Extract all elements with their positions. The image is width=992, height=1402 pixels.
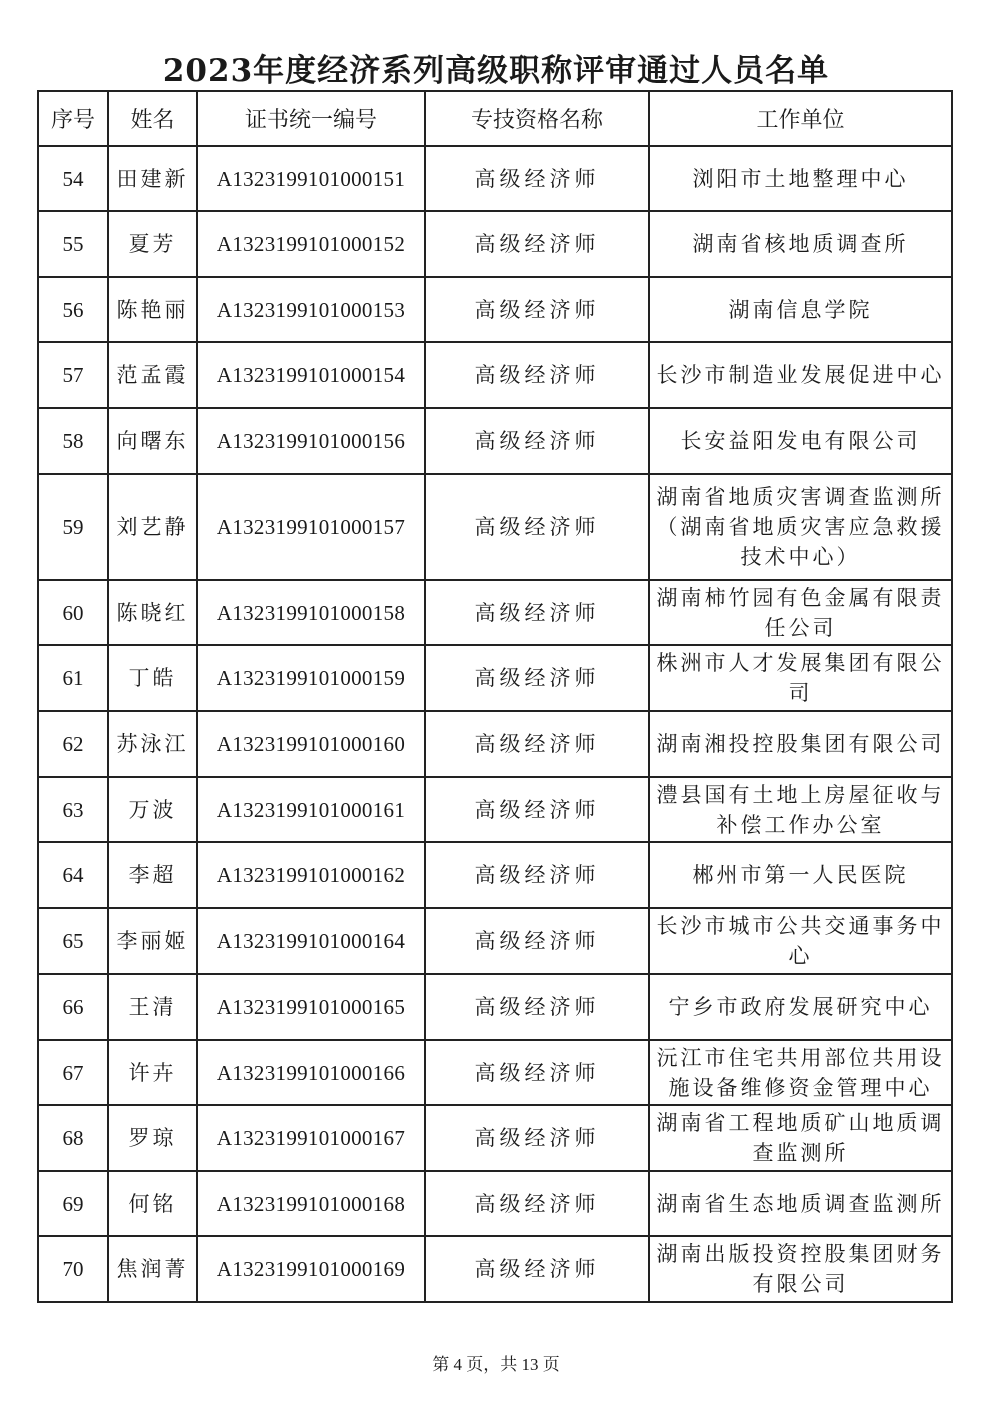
serial-cell: 67 xyxy=(38,1040,108,1105)
work-unit-cell: 湖南省地质灾害调查监测所（湖南省地质灾害应急救援技术中心） xyxy=(649,474,952,580)
certificate-cell: A1323199101000151 xyxy=(197,146,425,211)
table-row xyxy=(38,777,952,842)
table-row xyxy=(38,342,952,408)
work-unit-cell: 湖南出版投资控股集团财务有限公司 xyxy=(649,1236,952,1302)
work-unit-cell: 湖南信息学院 xyxy=(649,277,952,342)
qualification-cell: 高级经济师 xyxy=(425,580,649,645)
qualification-cell: 高级经济师 xyxy=(425,711,649,777)
qualification-cell: 高级经济师 xyxy=(425,777,649,842)
work-unit-cell: 长沙市制造业发展促进中心 xyxy=(649,342,952,408)
table-row xyxy=(38,211,952,277)
serial-cell: 56 xyxy=(38,277,108,342)
name-cell: 丁皓 xyxy=(108,645,197,711)
name-cell: 向曙东 xyxy=(108,408,197,474)
header-work-unit: 工作单位 xyxy=(649,91,952,146)
table-body xyxy=(38,146,952,1302)
certificate-cell: A1323199101000152 xyxy=(197,211,425,277)
table-row xyxy=(38,1171,952,1236)
table-row xyxy=(38,908,952,974)
qualification-cell: 高级经济师 xyxy=(425,342,649,408)
document-title: 2023年度经济系列高级职称评审通过人员名单 xyxy=(162,53,830,89)
qualification-cell: 高级经济师 xyxy=(425,146,649,211)
name-cell: 夏芳 xyxy=(108,211,197,277)
table-row xyxy=(38,408,952,474)
qualification-cell: 高级经济师 xyxy=(425,1236,649,1302)
certificate-cell: A1323199101000160 xyxy=(197,711,425,777)
certificate-cell: A1323199101000154 xyxy=(197,342,425,408)
qualification-cell: 高级经济师 xyxy=(425,908,649,974)
serial-cell: 69 xyxy=(38,1171,108,1236)
serial-cell: 59 xyxy=(38,474,108,580)
certificate-cell: A1323199101000161 xyxy=(197,777,425,842)
header-name: 姓名 xyxy=(108,91,197,146)
work-unit-cell: 湖南柿竹园有色金属有限责任公司 xyxy=(649,580,952,645)
name-cell: 万波 xyxy=(108,777,197,842)
table-row xyxy=(38,580,952,645)
serial-cell: 60 xyxy=(38,580,108,645)
header-qualification: 专技资格名称 xyxy=(425,91,649,146)
name-cell: 李丽姬 xyxy=(108,908,197,974)
certificate-cell: A1323199101000157 xyxy=(197,474,425,580)
serial-cell: 63 xyxy=(38,777,108,842)
table-row xyxy=(38,711,952,777)
name-cell: 许卉 xyxy=(108,1040,197,1105)
qualification-cell: 高级经济师 xyxy=(425,645,649,711)
header-serial-number: 序号 xyxy=(38,91,108,146)
serial-cell: 70 xyxy=(38,1236,108,1302)
certificate-cell: A1323199101000167 xyxy=(197,1105,425,1171)
qualification-cell: 高级经济师 xyxy=(425,842,649,908)
serial-cell: 65 xyxy=(38,908,108,974)
name-cell: 李超 xyxy=(108,842,197,908)
table-row xyxy=(38,974,952,1040)
table-row xyxy=(38,146,952,211)
work-unit-cell: 澧县国有土地上房屋征收与补偿工作办公室 xyxy=(649,777,952,842)
work-unit-cell: 浏阳市土地整理中心 xyxy=(649,146,952,211)
certificate-cell: A1323199101000156 xyxy=(197,408,425,474)
qualification-cell: 高级经济师 xyxy=(425,277,649,342)
certificate-cell: A1323199101000164 xyxy=(197,908,425,974)
work-unit-cell: 沅江市住宅共用部位共用设施设备维修资金管理中心 xyxy=(649,1040,952,1105)
certificate-cell: A1323199101000169 xyxy=(197,1236,425,1302)
certificate-cell: A1323199101000166 xyxy=(197,1040,425,1105)
table-row xyxy=(38,1236,952,1302)
table-row xyxy=(38,645,952,711)
name-cell: 罗琼 xyxy=(108,1105,197,1171)
table-header-row xyxy=(38,91,952,146)
qualification-cell: 高级经济师 xyxy=(425,974,649,1040)
table-row xyxy=(38,277,952,342)
table-row xyxy=(38,842,952,908)
qualification-cell: 高级经济师 xyxy=(425,211,649,277)
name-cell: 陈艳丽 xyxy=(108,277,197,342)
name-cell: 何铭 xyxy=(108,1171,197,1236)
certificate-cell: A1323199101000159 xyxy=(197,645,425,711)
serial-cell: 61 xyxy=(38,645,108,711)
qualification-cell: 高级经济师 xyxy=(425,1105,649,1171)
serial-cell: 58 xyxy=(38,408,108,474)
work-unit-cell: 湖南省生态地质调查监测所 xyxy=(649,1171,952,1236)
certificate-cell: A1323199101000162 xyxy=(197,842,425,908)
work-unit-cell: 株洲市人才发展集团有限公司 xyxy=(649,645,952,711)
serial-cell: 68 xyxy=(38,1105,108,1171)
serial-cell: 66 xyxy=(38,974,108,1040)
work-unit-cell: 长安益阳发电有限公司 xyxy=(649,408,952,474)
table-row xyxy=(38,1105,952,1171)
name-cell: 焦润菁 xyxy=(108,1236,197,1302)
serial-cell: 54 xyxy=(38,146,108,211)
certificate-cell: A1323199101000168 xyxy=(197,1171,425,1236)
header-certificate-number: 证书统一编号 xyxy=(197,91,425,146)
name-cell: 范孟霞 xyxy=(108,342,197,408)
name-cell: 田建新 xyxy=(108,146,197,211)
serial-cell: 55 xyxy=(38,211,108,277)
certificate-cell: A1323199101000153 xyxy=(197,277,425,342)
table-row xyxy=(38,474,952,580)
name-cell: 王清 xyxy=(108,974,197,1040)
name-cell: 刘艺静 xyxy=(108,474,197,580)
work-unit-cell: 宁乡市政府发展研究中心 xyxy=(649,974,952,1040)
serial-cell: 62 xyxy=(38,711,108,777)
work-unit-cell: 长沙市城市公共交通事务中心 xyxy=(649,908,952,974)
name-cell: 苏泳江 xyxy=(108,711,197,777)
serial-cell: 64 xyxy=(38,842,108,908)
qualification-cell: 高级经济师 xyxy=(425,1040,649,1105)
qualification-cell: 高级经济师 xyxy=(425,1171,649,1236)
serial-cell: 57 xyxy=(38,342,108,408)
work-unit-cell: 湖南省工程地质矿山地质调查监测所 xyxy=(649,1105,952,1171)
work-unit-cell: 郴州市第一人民医院 xyxy=(649,842,952,908)
certificate-cell: A1323199101000158 xyxy=(197,580,425,645)
table-row xyxy=(38,1040,952,1105)
work-unit-cell: 湖南省核地质调查所 xyxy=(649,211,952,277)
qualification-cell: 高级经济师 xyxy=(425,408,649,474)
work-unit-cell: 湖南湘投控股集团有限公司 xyxy=(649,711,952,777)
roster-table xyxy=(37,90,953,1303)
certificate-cell: A1323199101000165 xyxy=(197,974,425,1040)
qualification-cell: 高级经济师 xyxy=(425,474,649,580)
page-footer: 第 4 页，共 13 页 xyxy=(432,1355,560,1374)
name-cell: 陈晓红 xyxy=(108,580,197,645)
